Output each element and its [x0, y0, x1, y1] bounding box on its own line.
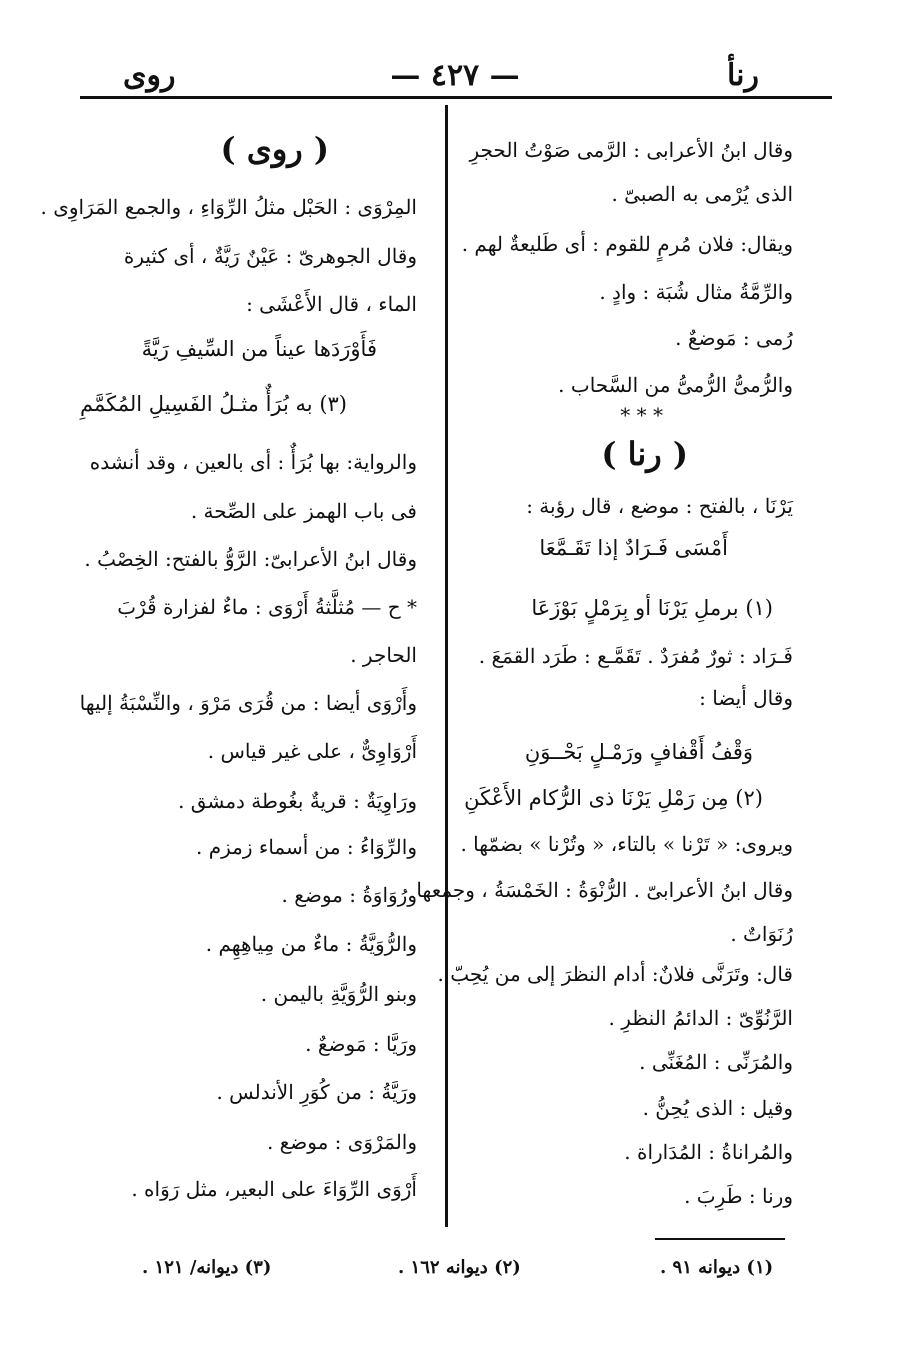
footnote-1: (١) ديوانه ٩١ . — [660, 1257, 774, 1278]
text-line: والرواية: بها بُرَأٌ : أى بالعين ، وقد أنشده — [89, 450, 417, 474]
text-line: ورُوَاوَةُ : موضع . — [281, 883, 417, 907]
footnote-2: (٢) ديوانه ١٦٢ . — [398, 1257, 521, 1278]
text-line: وقال ابنُ الأعرابىّ: الرَّوُّ بالفتح: الخِصْبُ . — [84, 547, 417, 571]
text-line: المِرْوَى : الحَبْل مثلُ الرِّوَاءِ ، والجمع المَرَاوِى . — [40, 195, 417, 219]
text-line: والرُّمىُّ الرُّمىُّ من السَّحاب . — [558, 373, 793, 397]
footnote-rule — [655, 1238, 785, 1240]
text-line: وقال ابنُ الأعرابىّ . الرُّنْوَةُ : الخَمْسَةُ ، وجمعها — [416, 878, 793, 902]
text-line: وقال الجوهرىّ : عَيْنٌ رَيَّةٌ ، أى كثيرة — [123, 244, 417, 268]
header-rule — [80, 96, 832, 99]
section-separator: * * * — [620, 403, 663, 427]
text-line: ورَاوِيَةٌ : قريةٌ بغُوطة دمشق . — [178, 789, 417, 813]
verse-line: (٣) به بُرَأٌ مثـلُ الفَسِيلِ المُكَمَّمِ — [80, 392, 347, 416]
entry-heading: ( روى ) — [220, 130, 329, 168]
verse-line: فَأَوْرَدَها عيناً من السِّيفِ رَيَّةً — [141, 337, 377, 361]
column-divider — [445, 105, 448, 1227]
text-line: وقال ابنُ الأعرابى : الرَّمى صَوْتُ الحجرِ — [469, 138, 793, 162]
verse-line: وَقْفُ أَقْفافٍ ورَمْـلٍ بَحْــوَنِ — [524, 740, 753, 764]
text-line: أَرْوَاوِىٌّ ، على غير قياس . — [207, 739, 417, 763]
text-line: رُنَوَاتٌ . — [730, 922, 793, 946]
text-line: ورنا : طَرِبَ . — [684, 1184, 793, 1208]
text-line: ورَيَّا : مَوضعٌ . — [305, 1032, 417, 1056]
text-line: والمُرَنِّى : المُغَنِّى . — [639, 1050, 793, 1074]
text-line: وبنو الرُّوَيَّةِ باليمن . — [260, 982, 417, 1006]
page-number: — ٤٢٧ — — [390, 58, 520, 93]
text-line: وقيل : الذى يُحِنُّ . — [642, 1096, 793, 1120]
text-line: فَـرَاد : ثورٌ مُفرَدٌ . تَقَمَّـع : طَرَد القمَعَ . — [478, 644, 793, 668]
text-line: وأَرْوَى أيضا : من قُرَى مَرْوَ ، والنِّسْبَةُ إليها — [79, 691, 417, 715]
text-line: وقال أيضا : — [699, 686, 793, 710]
header-root-letters-left: روى — [123, 58, 176, 93]
text-line: أَرْوَى الرِّوَاءَ على البعير، مثل رَوَاه . — [131, 1177, 417, 1201]
text-line: والمُراناةُ : المُدَاراة . — [624, 1140, 793, 1164]
header-root-letters: رنأ — [727, 58, 759, 93]
verse-line: (٢) مِن رَمْلِ يَرْنَا ذى الرُّكام الأَعْكَنِ — [464, 786, 763, 810]
text-line: ويقال: فلان مُرمٍ للقوم : أى طَليعةٌ لهم . — [461, 232, 793, 256]
text-line: الحاجر . — [350, 643, 417, 667]
text-line: * ح — مُثلَّثةُ أَرْوَى : ماءٌ لفزارة قُرْبَ — [117, 595, 417, 619]
text-line: والمَرْوَى : موضع . — [266, 1130, 417, 1154]
text-line: ويروى: « تَرْنا » بالتاء، « وتُرْنا » بضمّها . — [460, 832, 793, 856]
text-line: والرِّوَاءُ : من أسماء زمزم . — [196, 835, 417, 859]
text-line: الذى يُرْمى به الصبىّ . — [611, 182, 793, 206]
text-line: الماء ، قال الأَعْشَى : — [246, 292, 417, 316]
text-line: والرُّوَيَّةُ : ماءٌ من مِياهِهِم . — [205, 932, 417, 956]
entry-heading: ( رنا ) — [601, 435, 688, 473]
text-line: رُمى : مَوضعٌ . — [675, 326, 793, 350]
text-line: والرِّمَّةُ مثال شُبَة : وادٍ . — [599, 280, 793, 304]
text-line: فى باب الهمز على الصِّحة . — [190, 499, 417, 523]
text-line: يَرْنَا ، بالفتح : موضع ، قال رؤبة : — [526, 494, 793, 518]
text-line: قال: وتَرَنَّى فلانٌ: أدام النظرَ إلى من يُحِبّ . — [437, 962, 793, 986]
verse-line: أَمْسَى فَـرَادٌ إذا تَقَـمَّعَا — [539, 536, 728, 560]
text-line: ورَيَّةُ : من كُوَرِ الأندلس . — [216, 1080, 417, 1104]
text-line: الرَّنُوِّىّ : الدائمُ النظرِ . — [608, 1006, 793, 1030]
footnote-3: (٣) ديوانه/ ١٢١ . — [142, 1257, 272, 1278]
verse-line: (١) برملِ يَرْنَا أو بِرَمْلٍ بَوْزَعَا — [531, 596, 773, 620]
